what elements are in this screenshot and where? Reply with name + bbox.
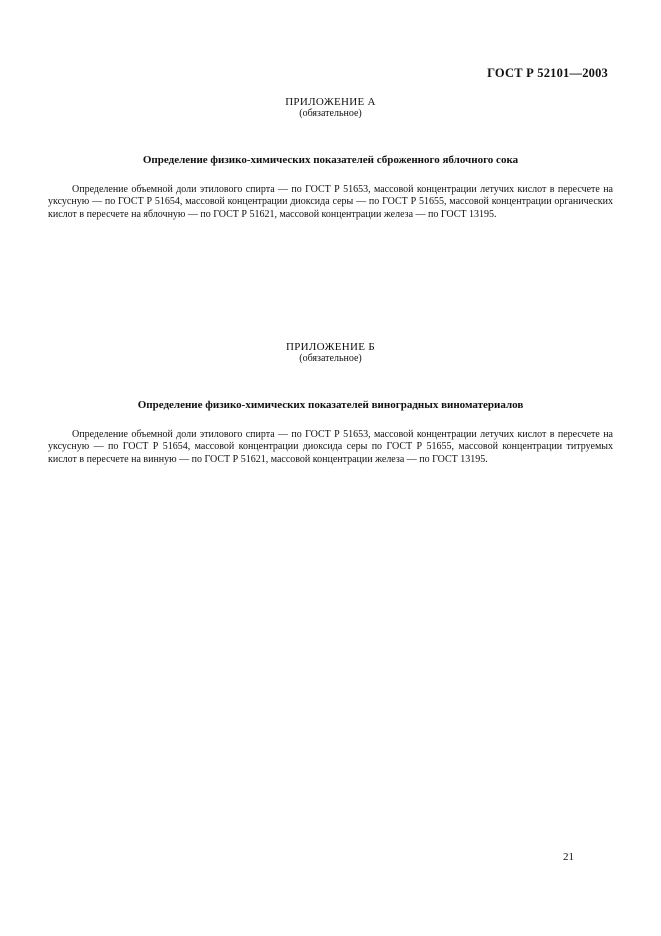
appendix-a (48, 96, 613, 231)
appendix-title: ПРИЛОЖЕНИЕ Б (286, 341, 375, 353)
section-heading: Определение физико-химических показателей виноградных виноматериалов (137, 399, 524, 411)
page-number: 21 (563, 851, 574, 863)
appendix-b (48, 341, 613, 476)
appendix-status: (обязательное) (299, 108, 362, 119)
body-paragraph: Определение объемной доли этилового спирта — по ГОСТ Р 51653, массовой концентрации летучих кислот в пересчете на уксусную — по ГОСТ Р 51654, массовой концентрации диоксида серы — по ГОСТ Р 51655, массовой концентрации органических кислот в пересчете на яблочную — по ГОСТ Р 51621, массовой концентрации железа — по ГОСТ 13195. (48, 184, 613, 220)
standard-id-header: ГОСТ Р 52101—2003 (487, 66, 608, 80)
appendix-title: ПРИЛОЖЕНИЕ А (285, 96, 376, 108)
appendix-status: (обязательное) (299, 353, 362, 364)
section-heading: Определение физико-химических показателей сброженного яблочного сока (142, 154, 519, 166)
body-paragraph: Определение объемной доли этилового спирта — по ГОСТ Р 51653, массовой концентрации летучих кислот в пересчете на уксусную — по ГОСТ Р 51654, массовой концентрации диоксида серы по ГОСТ Р 51655, массовой концентрации титруемых кислот в пересчете на винную — по ГОСТ Р 51621, массовой концентрации железа — по ГОСТ 13195. (48, 429, 613, 465)
